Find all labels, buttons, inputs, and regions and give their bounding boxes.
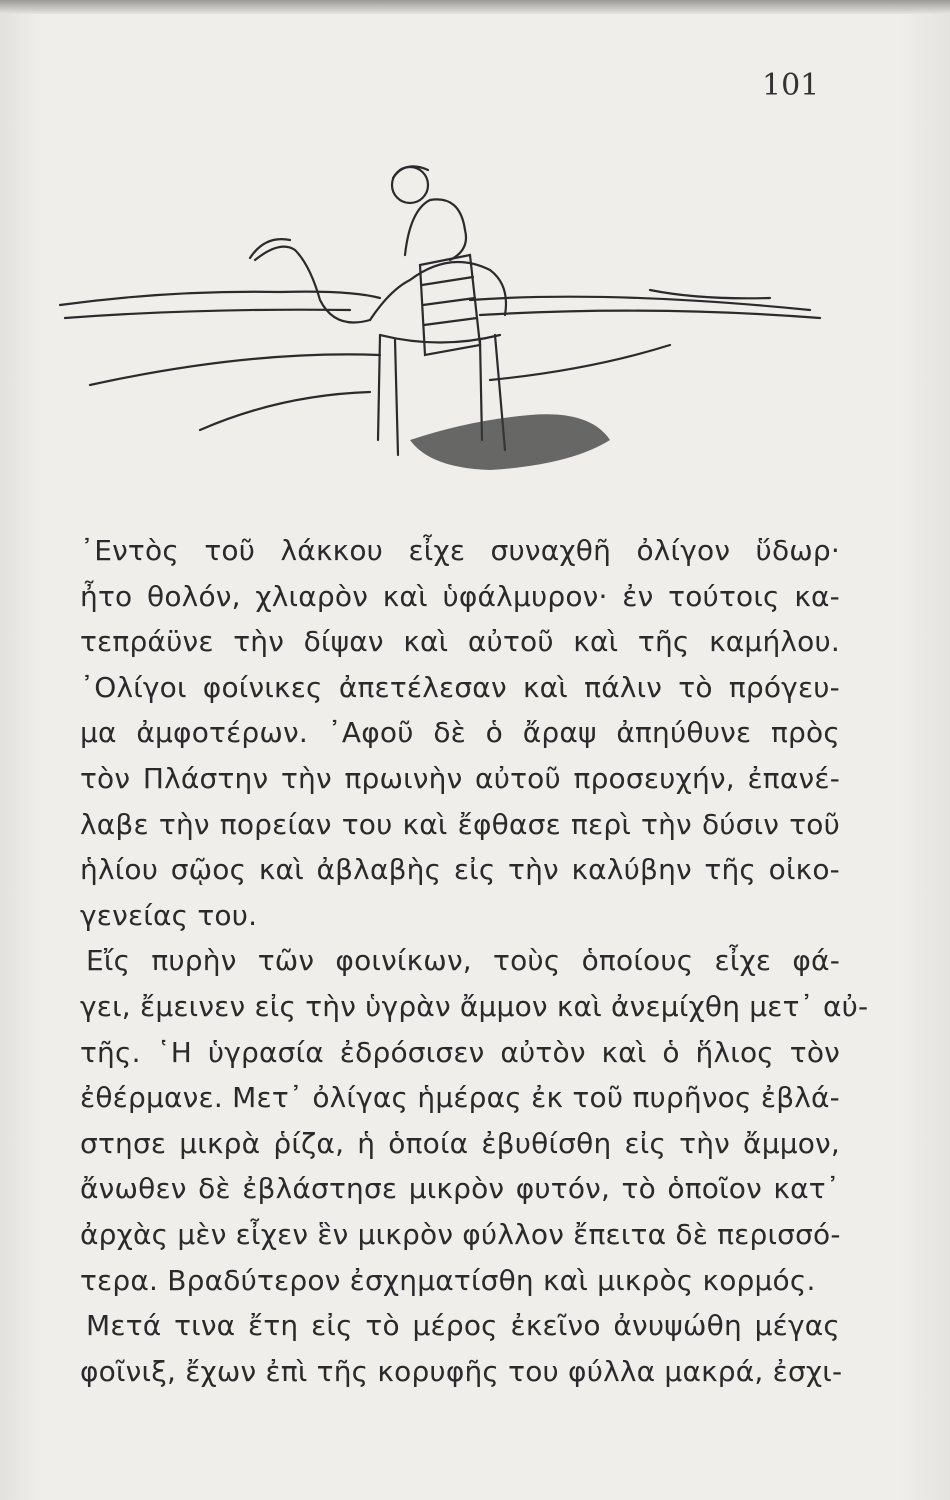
camel-illustration <box>50 140 830 480</box>
dune-line <box>480 311 820 318</box>
dune-line <box>65 310 350 318</box>
blanket-stripe <box>423 298 475 305</box>
text-line: ἦτο θολόν, χλιαρὸν καὶ ὑφάλμυρον· ἐν τούτοις κα- <box>80 579 840 613</box>
text-line: τὸν Πλάστην τὴν πρωινὴν αὐτοῦ προσευχήν, ἐπανέ- <box>80 761 840 795</box>
body-text <box>80 528 869 1394</box>
dune-line <box>490 345 670 380</box>
blanket-stripe <box>422 277 473 285</box>
camel-belly <box>380 335 500 343</box>
camel-head <box>250 239 290 258</box>
text-line: ἄνωθεν δὲ ἐβλάστησε μικρὸν φυτόν, τὸ ὁποῖον κατ᾿ <box>80 1172 840 1206</box>
text-line: γει, ἔμεινεν εἰς τὴν ὑγρὰν ἄμμον καὶ ἀνεμίχθη μετ᾿ αὐ- <box>80 989 869 1023</box>
text-line: ᾿Εντὸς τοῦ λάκκου εἶχε συναχθῆ ὀλίγον ὕδωρ· <box>80 534 840 567</box>
text-line: ἐθέρμανε. Μετ᾿ ὀλίγας ἡμέρας ἐκ τοῦ πυρῆνος ἐβλά- <box>80 1081 840 1115</box>
text-line: τεπράϋνε τὴν δίψαν καὶ αὐτοῦ καὶ τῆς καμήλου. <box>80 625 840 659</box>
text-line: λαβε τὴν πορείαν του καὶ ἔφθασε περὶ τὴν δύσιν τοῦ <box>80 807 840 841</box>
text-line: τερα. Βραδύτερον ἐσχηματίσθη καὶ μικρὸς κορμός. <box>80 1263 816 1297</box>
text-line: μα ἀμφοτέρων. ᾿Αφοῦ δὲ ὁ ἄραψ ἀπηύθυνε πρὸς <box>80 716 840 750</box>
page-number: 101 <box>762 68 820 103</box>
text-line: στησε μικρὰ ῥίζα, ἡ ὁποία ἐβυθίσθη εἰς τὴν ἄμμον, <box>80 1126 840 1160</box>
text-line: ᾿Ολίγοι φοίνικες ἀπετέλεσαν καὶ πάλιν τὸ πρόγευ- <box>80 670 840 704</box>
text-line: Εἴς πυρὴν τῶν φοινίκων, τοὺς ὁποίους εἶχε φά- <box>86 944 840 978</box>
text-line: ἀρχὰς μὲν εἶχεν ἓν μικρὸν φύλλον ἔπειτα δὲ περισσό- <box>80 1217 841 1251</box>
text-line: ἡλίου σῷος καὶ ἀβλαβὴς εἰς τὴν καλύβην τῆς οἰκο- <box>80 853 840 887</box>
blanket-stripe <box>424 318 477 325</box>
camel-leg <box>378 335 380 440</box>
camel-leg <box>395 340 398 455</box>
text-line: τῆς. ῾Η ὑγρασία ἐδρόσισεν αὐτὸν καὶ ὁ ἥλιος τὸν <box>80 1035 840 1069</box>
text-line: Μετά τινα ἔτη εἰς τὸ μέρος ἐκεῖνο ἀνυψώθη μέγας <box>86 1309 840 1343</box>
camel-shadow <box>410 414 610 470</box>
dune-line <box>650 290 770 298</box>
text-line: γενείας του. <box>80 898 258 932</box>
dune-line <box>200 392 370 430</box>
camel-back <box>370 262 506 320</box>
dune-line <box>90 354 380 385</box>
dune-line <box>60 292 380 305</box>
rider-body <box>405 199 466 260</box>
page-top-edge <box>0 0 950 14</box>
text-line: φοῖνιξ, ἔχων ἐπὶ τῆς κορυφῆς του φύλλα μακρά, ἐσχι- <box>80 1354 843 1388</box>
camel-neck <box>255 247 370 323</box>
